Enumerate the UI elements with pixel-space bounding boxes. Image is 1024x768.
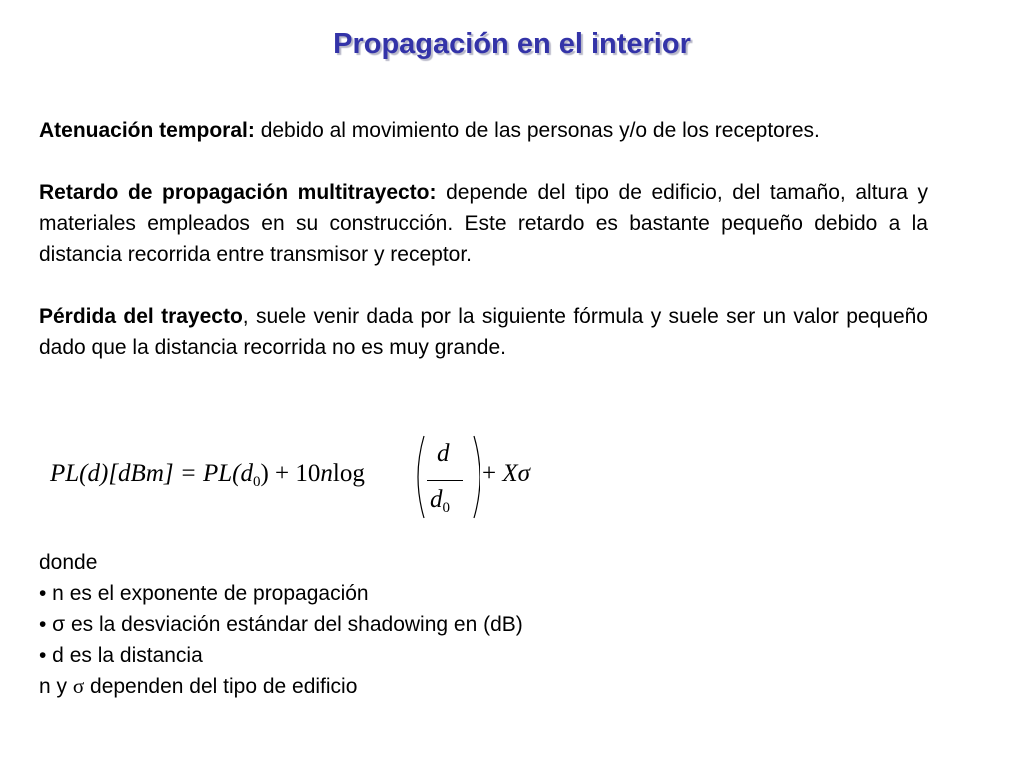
definitions-intro: donde: [39, 551, 98, 574]
formula-shadowing-term: Xσ: [502, 460, 530, 487]
paragraph-text: depende del tipo de edificio, del tamaño, altura y materiales empleados en su construcción. Este retardo es bastante pequeño debido a la distancia recorrida entre transmisor y receptor.: [39, 181, 928, 266]
definitions-closing: [39, 671, 523, 702]
formula-fraction-line: [427, 480, 463, 481]
formula-lhs-tail: ) + 10: [260, 460, 321, 487]
closing-sigma: σ: [72, 674, 85, 698]
slide-title: Propagación en el interior: [333, 28, 691, 60]
closing-suffix: dependen del tipo de edificio: [84, 675, 358, 698]
paragraph-temporal-attenuation: [39, 115, 928, 146]
paragraph-heading: Retardo de propagación multitrayecto:: [39, 181, 437, 204]
formula-denominator: [430, 486, 450, 514]
paragraph-path-loss: [39, 301, 928, 363]
left-paren-shape: [418, 436, 424, 518]
formula-left-side: [50, 460, 365, 488]
formula-log: log: [332, 460, 365, 487]
formula-right-side: [482, 460, 530, 488]
paragraph-text: debido al movimiento de las personas y/o de los receptores.: [254, 119, 820, 142]
paragraph-multipath-delay: [39, 177, 928, 270]
closing-prefix: n y: [39, 675, 73, 698]
formula-lhs-text: PL(d)[dBm] = PL(d: [50, 460, 253, 487]
list-item: • σ es la desviación estándar del shadowing en (dB): [39, 613, 523, 636]
formula-lhs-subscript: 0: [252, 474, 261, 490]
list-item: • n es el exponente de propagación: [39, 582, 369, 605]
formula-plus: +: [482, 460, 503, 487]
paragraph-text: , suele venir dada por la siguiente fórmula y suele ser un valor pequeño dado que la distancia recorrida no es muy grande.: [39, 305, 928, 359]
right-paren-shape: [474, 436, 480, 518]
formula-denominator-subscript: 0: [442, 500, 450, 516]
formula-denominator-text: d: [430, 486, 443, 513]
path-loss-formula: [50, 430, 570, 525]
paragraph-heading: Pérdida del trayecto: [39, 305, 243, 328]
content-body: [39, 115, 928, 363]
definitions-list: [39, 547, 523, 702]
formula-exponent-n: n: [320, 460, 333, 487]
formula-numerator: d: [437, 440, 450, 467]
paragraph-heading: Atenuación temporal:: [39, 119, 255, 142]
list-item: • d es la distancia: [39, 644, 203, 667]
